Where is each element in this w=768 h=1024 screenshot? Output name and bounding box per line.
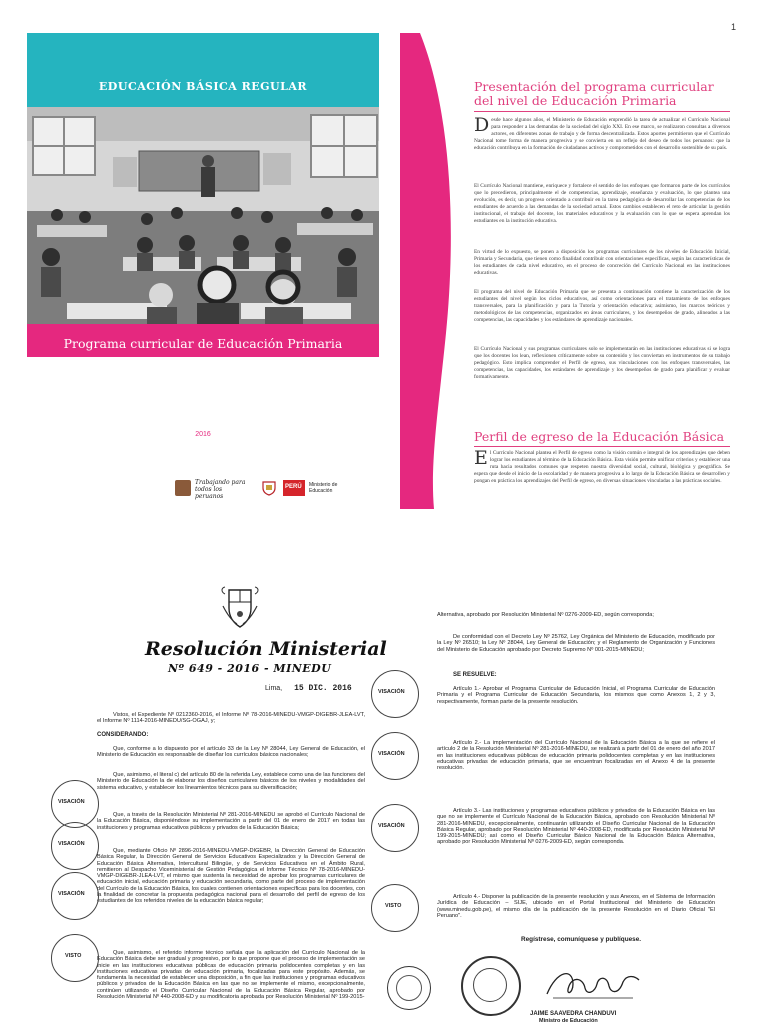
resolution-page [33,572,751,1024]
considerando-3: Que, a través de la Resolución Ministerial Nº 281-2016-MINEDU se aprobó el Currículo Nacional de la Educación Básica, disponiéndose su implementación a partir del 01 de enero de 2017 en todas las instituciones y programas educativos públicos y privados de la Educación Básica; [97,812,365,831]
visto-stamp-2 [371,884,419,932]
profile-rule [474,446,730,447]
cover-year: 2016 [195,431,211,438]
cover-title: Programa curricular de Educación Primaria [63,336,343,351]
visacion-stamp-2 [51,822,99,870]
ministry-round-seal [461,956,521,1016]
official-seal-inner [396,975,422,1001]
heading-line-2: del nivel de Educación Primaria [474,93,677,108]
presentation-paragraph-3: En virtud de lo expuesto, se ponen a disposición los programas curriculares de los niveles de Educación Inicial, Primaria y Secundaria, que tienen como finalidad contribuir con orientaciones específicas, según las características de los estudiantes de cada nivel educativo, en el proceso de concreción del Currículo Nacional en las instituciones educativas. [474,249,730,277]
presentation-heading [474,80,734,108]
considerando-1: Que, conforme a lo dispuesto por el artículo 33 de la Ley Nº 28044, Ley General de Educación, el Ministerio de Educación es responsable de diseñar los currículos básicos nacionales; [97,746,365,759]
se-resuelve-heading: SE RESUELVE: [453,672,497,678]
dropcap-e: E [474,447,488,469]
p1-text: esde hace algunos años, el Ministerio de Educación emprendió la tarea de actualizar el Currículo Nacional para responder a las demandas de la sociedad del siglo XXI. En ese marco, se realizaron consultas a diversos actores, en diferentes zonas de trabajo y de forma descentralizada. Estos aportes permitieron que el Currículo Nacional tome forma de manera progresiva y se convierta en un reflejo del deseo de todos los peruanos: que la educación contribuya en la formación de ciudadanos activos y comprometidos con el desarrollo sostenible de su país. [474,117,730,152]
visacion-stamp-4 [371,670,419,718]
logo-tagline: Trabajando para todos los peruanos [195,479,246,500]
stamp-label: VISACIÓN [58,841,85,847]
signatory-name: JAIME SAAVEDRA CHANDUVI [530,1011,617,1017]
page-number: 1 [731,22,737,32]
visacion-stamp-1 [51,780,99,828]
considerando-2: Que, asimismo, el literal c) del artículo 80 de la referida Ley, establece como una de las funciones del Ministerio de Educación la de elaborar los diseños curriculares básicos de los niveles y modalidades del sistema educativo, y establecer los lineamientos técnicos para su diversificación; [97,772,365,791]
considerando-4: Que, mediante Oficio Nº 2896-2016-MINEDU-VMGP-DIGEBR, la Dirección General de Educación Básica Regular, la Dirección General de Servicios Educativos Especializados y la Dirección General de Educación Básica Alternativa, Intercultural Bilingüe, y de Servicios Educativos en el Ámbito Rural, remitieron al Despacho Viceministerial de Gestión Pedagógica el Informe Técnico Nº 78-2016-MINEDU-VMGP-DIGEBR-JLEA-LVT, el mismo que sustenta la necesidad de aprobar los programas curriculares de educación inicial, educación primaria y educación secundaria, como parte del proceso de implementación del Currículo de la Educación Básica, los cuales contienen orientaciones específicas para los docentes, con la finalidad de concretar la propuesta pedagógica nacional para el desarrollo del perfil de egreso de los estudiantes de los referidos niveles de la educación básica regular; [97,848,365,905]
stamp-label: VISTO [65,953,82,959]
stamp-label: VISACIÓN [58,891,85,897]
classroom-photo [27,107,379,357]
presentation-paragraph-5: El Currículo Nacional y sus programas curriculares solo se implementarán en las instituciones educativas si se logra que los docentes los lean, reflexionen críticamente sobre su contenido y los conviertan en instrumentos de su trabajo pedagógico. Esto implica comprender el Perfil de egreso, sus vinculaciones con los enfoques transversales, las competencias, las capacidades, los estándares de aprendizaje y los desempeños de grado para planificar y evaluar formativamente. [474,346,730,381]
peru-shield-emblem-icon [219,584,261,630]
signature-scribble [543,964,643,1004]
considerando-5: Que, asimismo, el referido informe técnico señala que la aplicación del Currículo Nacional de la Educación Básica debe ser gradual y progresivo, por lo que propone que el proceso de implementación se inicie en las instituciones educativas públicas de educación primaria polidocentes completas y en las instituciones educativas privadas de educación primaria, focalizadas para este propósito. Además, se fundamenta la necesidad de establecer una disposición, a fin que las instituciones y programas educativos públicos y privados de la Educación Básica en las que no se implemente el mismo, excepcionalmente, continúen utilizando el Diseño Curricular Nacional de la Educación Básica Regular, aprobado por Resolución Ministerial Nº 440-2008-ED y su modificatoria aprobada por Resolución Ministerial Nº 199-2015- [97,950,365,1001]
articulo-4: Artículo 4.- Disponer la publicación de la presente resolución y sus Anexos, en el Sistema de Información Jurídica de Educación – SIJE, ubicado en el Portal Institucional del Ministerio de Educación (www.minedu.gob.pe), el mismo día de la publicación de la presente Resolución en el Diario Oficial "El Peruano". [437,894,715,919]
pink-wave-decoration [400,33,460,509]
ministry-logo [283,480,375,496]
resolution-title: Resolución Ministerial [145,638,387,660]
stamp-label: VISACIÓN [58,799,85,805]
heading-rule [474,111,730,112]
peru-coat-of-arms-icon [261,480,277,496]
resolution-date [265,684,352,693]
signatory-role: Ministro de Educación [539,1018,598,1024]
presentation-page [400,33,740,509]
cover-header: EDUCACIÓN BÁSICA REGULAR [98,80,308,93]
ministry-seal-inner [473,968,507,1002]
closing-line: Regístrese, comuníquese y publíquese. [521,936,642,943]
dropcap-d: D [474,114,490,136]
visacion-stamp-6 [371,804,419,852]
conformidad-paragraph: De conformidad con el Decreto Ley Nº 25762, Ley Orgánica del Ministerio de Educación, modificado por la Ley Nº 26510; la Ley Nº 28044, Ley General de Educación; y el Reglamento de Organización y Funciones del Ministerio de Educación aprobado por Decreto Supremo Nº 001-2015-MINEDU; [437,634,715,653]
date-stamp: 15 DIC. 2016 [294,684,352,693]
articulo-2: Artículo 2.- La implementación del Currículo Nacional de la Educación Básica a la que se refiere el artículo 2 de la Resolución Ministerial Nº 281-2016-MINEDU, se realizará a partir del 01 de enero del año 2017 en las instituciones educativas públicas de educación primaria polidocentes completas y en las instituciones educativas privadas de educación primaria, que se encuentran focalizadas en el Anexo 4 de la presente resolución. [437,740,715,772]
articulo-1: Artículo 1.- Aprobar el Programa Curricular de Educación Inicial, el Programa Curricular de Educación Primaria y el Programa Curricular de Educación Secundaria, los mismos que como Anexos 1, 2 y 3, respectivamente, forman parte de la presente resolución. [437,686,715,705]
visacion-stamp-5 [371,732,419,780]
stamp-label: VISACIÓN [378,823,405,829]
cover-top-band [27,33,379,107]
considerando-heading: CONSIDERANDO: [97,732,149,738]
stamp-label: VISTO [385,903,402,909]
tagline-logo [175,478,245,498]
stamp-label: VISACIÓN [378,751,405,757]
logo-ministry: Ministerio de Educación [309,482,338,494]
cover-logos [175,478,375,498]
cover-page [27,33,379,509]
stamp-label: VISACIÓN [378,689,405,695]
heading-line-1: Presentación del programa curricular [474,79,714,94]
presentation-paragraph-2: El Currículo Nacional mantiene, enriquece y fortalece el sentido de los enfoques que formaron parte de los currículos que lo precedieron, principalmente el de competencias, aprendizaje, enseñanza y evaluación, lo que plantea una evolución, es decir, un progreso orientado a contribuir en la tarea pedagógica de desarrollar las competencias de los estudiantes de acuerdo a las demandas de la sociedad actual. Estos cambios establecen el reto de articular la gestión institucional, el trabajo del docente, los materiales educativos y la evaluación con lo que se espera aprendan los estudiantes en la institución educativa. [474,183,730,225]
presentation-paragraph-4: El programa del nivel de Educación Primaria que se presenta a continuación contiene la caracterización de los estudiantes del nivel según los ciclos educativos, así como orientaciones para el tratamiento de los enfoques transversales, para la planificación y para la Tutoría y orientación educativa; asimismo, los marcos teóricos y metodológicos de las competencias, organizados en áreas curriculares, y los desempeños de grado, alineados a las competencias, las capacidades y los estándares de aprendizaje nacionales. [474,289,730,324]
child-photo-icon [175,480,191,496]
presentation-paragraph-1 [474,114,730,152]
articulo-3: Artículo 3.- Las instituciones y programas educativos públicos y privados de la Educación Básica en las que no se implemente el Currículo Nacional de la Educación Básica, aprobado con Resolución Ministerial Nº 281-2016-MINEDU, excepcionalmente, continuarán utilizando el Diseño Curricular Nacional de la Educación Básica Regular, aprobado por Resolución Ministerial Nº 440-2008-ED, modificada por Resolución Ministerial Nº 199-2015-MINEDU; así como el Diseño Curricular Básico Nacional de la Educación Básica Alternativa, aprobado por Resolución Ministerial Nº 0276-2009-ED, según corresponda. [437,808,715,846]
resolution-number: Nº 649 - 2016 - MINEDU [168,662,332,675]
vistos-paragraph: Vistos, el Expediente Nº 0212360-2016, el Informe Nº 78-2016-MINEDU-VMGP-DIGEBR-JLEA-LVT, el Informe Nº 1114-2016-MINEDU/SG-OGAJ, y; [97,712,365,725]
p6-text: l Currículo Nacional plantea el Perfil de egreso como la visión común e integral de los aprendizajes que deben lograr los estudiantes al término de la Educación Básica. Esta visión permite unificar criterios y establecer una ruta hacia resultados comunes que respeten nuestra diversidad social, cultural, biológica y geográfica. Se espera que desde el inicio de la escolaridad y de manera progresiva a lo largo de la Educación Básica se desarrollen y pongan en práctica los aprendizajes del Perfil de egreso, en diversas situaciones vinculadas a las prácticas sociales. [474,450,730,485]
logo-brand: PERÚ [285,484,302,490]
official-round-seal [387,966,431,1010]
visto-stamp-1 [51,934,99,982]
profile-heading: Perfil de egreso de la Educación Básica [474,429,725,444]
visacion-stamp-3 [51,872,99,920]
place: Lima, [265,685,283,692]
profile-paragraph [474,447,730,485]
right-top-paragraph: Alternativa, aprobado por Resolución Ministerial Nº 0276-2009-ED, según corresponda; [437,612,654,618]
